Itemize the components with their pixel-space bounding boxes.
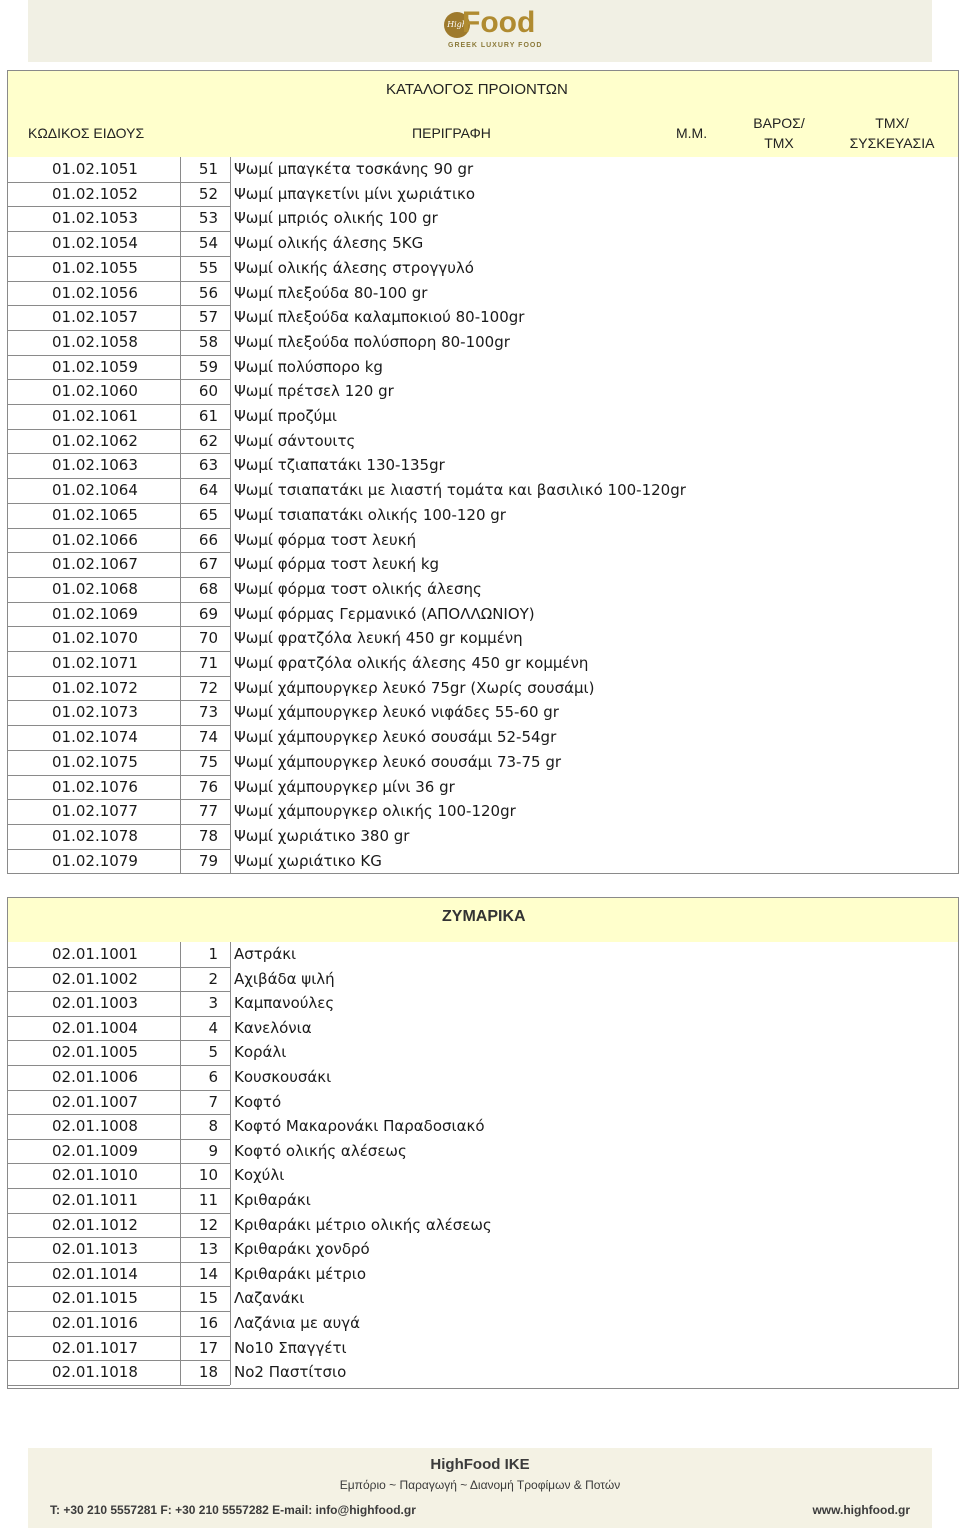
- table-row: [8, 750, 958, 775]
- item-description: Ψωμί πλεξούδα καλαμποκιού 80-100gr: [234, 308, 525, 327]
- item-number: 75: [198, 752, 218, 771]
- item-number: 76: [198, 777, 218, 796]
- item-description: Κριθαράκι χονδρό: [234, 1240, 370, 1259]
- table-row: [8, 1311, 958, 1336]
- item-description: Κριθαράκι μέτριο: [234, 1264, 367, 1283]
- item-number: 63: [198, 456, 218, 475]
- header-weight-line2: ΤΜΧ: [764, 135, 794, 151]
- table-row: [8, 305, 958, 330]
- item-description: Ψωμί μπαγκέτα τοσκάνης 90 gr: [234, 160, 474, 178]
- pasta-body: [8, 942, 958, 1388]
- item-number: 51: [198, 160, 218, 178]
- item-number: 16: [198, 1314, 218, 1332]
- item-code: 01.02.1053: [52, 209, 138, 228]
- table-row: [8, 942, 958, 967]
- footer-contact: T: +30 210 5557281 F: +30 210 5557282 E-mail: info@highfood.gr: [50, 1503, 416, 1517]
- item-code: 01.02.1051: [52, 160, 138, 178]
- table-row: [8, 1065, 958, 1090]
- row-divider: [8, 1385, 230, 1386]
- catalog-body: [8, 157, 958, 873]
- item-description: Ψωμί μπριός ολικής 100 gr: [234, 209, 438, 228]
- item-code: 02.01.1011: [52, 1191, 138, 1209]
- table-row: [8, 503, 958, 528]
- item-code: 01.02.1067: [52, 555, 138, 574]
- table-row: [8, 453, 958, 478]
- item-code: 02.01.1018: [52, 1363, 138, 1382]
- header-code: ΚΩΔΙΚΟΣ ΕΙΔΟΥΣ: [28, 125, 145, 141]
- item-description: Ψωμί χάμπουργκερ λευκό νιφάδες 55-60 gr: [234, 703, 559, 722]
- pasta-table: [7, 897, 959, 1389]
- footer-company: HighFood IKE: [430, 1456, 530, 1473]
- pasta-header: [8, 898, 958, 942]
- table-row: [8, 552, 958, 577]
- item-number: 59: [198, 357, 218, 376]
- item-number: 64: [198, 481, 218, 500]
- item-number: 6: [208, 1068, 218, 1086]
- item-code: 01.02.1058: [52, 332, 138, 351]
- header-weight-line1: ΒΑΡΟΣ/: [753, 115, 805, 131]
- item-description: Ψωμί χάμπουργκερ μίνι 36 gr: [234, 777, 455, 796]
- item-number: 58: [198, 332, 218, 351]
- table-row: [8, 849, 958, 874]
- item-code: 01.02.1061: [52, 407, 138, 425]
- item-code: 01.02.1060: [52, 382, 138, 401]
- footer-tagline: Εμπόριο ~ Παραγωγή ~ Διανομή Τροφίμων & Ποτών: [339, 1478, 621, 1492]
- item-description: Ψωμί τσιαπατάκι ολικής 100-120 gr: [234, 505, 506, 524]
- item-number: 14: [198, 1264, 218, 1283]
- item-number: 52: [198, 184, 218, 203]
- logo-word: Food: [462, 6, 536, 39]
- item-description: Αχιβάδα ψιλή: [234, 969, 335, 988]
- item-code: 01.02.1068: [52, 579, 138, 598]
- item-code: 01.02.1064: [52, 481, 138, 500]
- header-weight: [744, 113, 814, 153]
- logo-badge: High: [444, 12, 470, 38]
- table-row: [8, 330, 958, 355]
- item-description: Ψωμί χωριάτικο KG: [234, 851, 382, 870]
- item-description: Ψωμί πλεξούδα πολύσπορη 80-100gr: [234, 332, 510, 351]
- item-number: 68: [198, 579, 218, 598]
- item-code: 01.02.1079: [52, 851, 138, 870]
- item-number: 3: [208, 994, 218, 1013]
- table-row: [8, 1286, 958, 1311]
- item-code: 02.01.1006: [52, 1068, 138, 1086]
- item-code: 02.01.1016: [52, 1314, 138, 1332]
- footer-website[interactable]: www.highfood.gr: [812, 1503, 910, 1517]
- item-code: 02.01.1012: [52, 1215, 138, 1234]
- header-description: ΠΕΡΙΓΡΑΦΗ: [412, 125, 491, 141]
- table-row: [8, 824, 958, 849]
- catalog-title: ΚΑΤΑΛΟΓΟΣ ΠΡΟΙΟΝΤΩΝ: [386, 81, 568, 98]
- item-number: 56: [198, 283, 218, 302]
- item-description: Κοφτό: [234, 1092, 282, 1111]
- item-code: 01.02.1071: [52, 654, 138, 672]
- highfood-logo: [444, 8, 564, 52]
- table-row: [8, 700, 958, 725]
- item-number: 71: [198, 654, 218, 672]
- item-code: 01.02.1055: [52, 258, 138, 277]
- item-code: 02.01.1007: [52, 1092, 138, 1111]
- item-description: Ψωμί τσιαπατάκι με λιαστή τομάτα και βασιλικό 100-120gr: [234, 481, 686, 500]
- item-description: Ψωμί χάμπουργκερ λευκό σουσάμι 52-54gr: [234, 728, 557, 747]
- table-row: [8, 676, 958, 701]
- table-row: [8, 231, 958, 256]
- item-number: 66: [198, 530, 218, 549]
- header-unit: Μ.Μ.: [676, 125, 708, 141]
- item-description: Ψωμί ολικής άλεσης στρογγυλό: [234, 258, 474, 277]
- item-number: 60: [198, 382, 218, 401]
- item-number: 13: [198, 1240, 218, 1259]
- table-row: [8, 725, 958, 750]
- item-description: Κοράλι: [234, 1043, 287, 1062]
- table-row: [8, 355, 958, 380]
- item-description: Ψωμί σάντουιτς: [234, 431, 356, 450]
- item-code: 01.02.1077: [52, 802, 138, 821]
- table-row: [8, 651, 958, 676]
- item-code: 02.01.1015: [52, 1289, 138, 1308]
- table-row: [8, 478, 958, 503]
- item-code: 02.01.1003: [52, 994, 138, 1013]
- table-row: [8, 602, 958, 627]
- catalog-table: [7, 70, 959, 874]
- item-number: 4: [208, 1018, 218, 1037]
- item-description: Ψωμί φρατζόλα ολικής άλεσης 450 gr κομμένη: [234, 654, 589, 672]
- item-description: Καμπανούλες: [234, 994, 335, 1013]
- header-pack: [846, 113, 938, 153]
- item-code: 01.02.1057: [52, 308, 138, 327]
- table-row: [8, 577, 958, 602]
- pasta-title: ΖΥΜΑΡΙΚΑ: [442, 908, 526, 925]
- item-description: Ψωμί χάμπουργκερ ολικής 100-120gr: [234, 802, 516, 821]
- item-code: 02.01.1001: [52, 945, 138, 963]
- item-number: 57: [198, 308, 218, 327]
- item-number: 61: [198, 407, 218, 425]
- table-row: [8, 1336, 958, 1361]
- header-pack-line2: ΣΥΣΚΕΥΑΣΙΑ: [849, 135, 935, 151]
- item-code: 01.02.1073: [52, 703, 138, 722]
- item-number: 78: [198, 826, 218, 845]
- table-row: [8, 626, 958, 651]
- item-number: 15: [198, 1289, 218, 1308]
- item-number: 65: [198, 505, 218, 524]
- item-description: Ψωμί προζύμι: [234, 407, 337, 425]
- table-row: [8, 1237, 958, 1262]
- item-description: Ψωμί πολύσπορο kg: [234, 357, 383, 376]
- item-number: 74: [198, 728, 218, 747]
- item-code: 01.02.1075: [52, 752, 138, 771]
- item-description: Ψωμί φόρμας Γερμανικό (ΑΠΟΛΛΩΝΙΟΥ): [234, 604, 535, 623]
- item-description: Ψωμί φόρμα τοστ λευκή: [234, 530, 417, 549]
- table-row: [8, 1213, 958, 1238]
- item-number: 8: [208, 1117, 218, 1136]
- table-row: [8, 1188, 958, 1213]
- item-description: Ψωμί πλεξούδα 80-100 gr: [234, 283, 428, 302]
- logo-tagline: GREEK LUXURY FOOD: [448, 42, 543, 49]
- item-description: No2 Παστίτσιο: [234, 1363, 347, 1382]
- table-row: [8, 1090, 958, 1115]
- catalog-header: [8, 71, 958, 157]
- item-code: 01.02.1074: [52, 728, 138, 747]
- item-number: 1: [208, 945, 218, 963]
- row-divider: [8, 873, 230, 874]
- item-code: 02.01.1013: [52, 1240, 138, 1259]
- item-number: 11: [198, 1191, 218, 1209]
- item-description: Κοφτό Μακαρονάκι Παραδοσιακό: [234, 1117, 485, 1136]
- table-row: [8, 429, 958, 454]
- item-number: 69: [198, 604, 218, 623]
- item-code: 02.01.1014: [52, 1264, 138, 1283]
- item-code: 01.02.1070: [52, 629, 138, 648]
- item-code: 02.01.1004: [52, 1018, 138, 1037]
- table-row: [8, 182, 958, 207]
- item-number: 2: [208, 969, 218, 988]
- footer-banner: [28, 1448, 932, 1528]
- table-row: [8, 528, 958, 553]
- table-row: [8, 967, 958, 992]
- item-number: 10: [198, 1166, 218, 1185]
- item-description: Ψωμί φόρμα τοστ λευκή kg: [234, 555, 440, 574]
- item-description: Κοχύλι: [234, 1166, 285, 1185]
- item-number: 12: [198, 1215, 218, 1234]
- header-pack-line1: ΤΜΧ/: [875, 115, 909, 131]
- item-description: Κοφτό ολικής αλέσεως: [234, 1141, 407, 1160]
- item-description: Κριθαράκι μέτριο ολικής αλέσεως: [234, 1215, 492, 1234]
- table-row: [8, 256, 958, 281]
- table-row: [8, 1360, 958, 1385]
- item-description: Αστράκι: [234, 945, 297, 963]
- table-row: [8, 157, 958, 182]
- item-code: 01.02.1056: [52, 283, 138, 302]
- item-code: 01.02.1072: [52, 678, 138, 697]
- header-banner: [28, 0, 932, 62]
- item-code: 01.02.1078: [52, 826, 138, 845]
- item-description: Ψωμί χάμπουργκερ λευκό σουσάμι 73-75 gr: [234, 752, 562, 771]
- item-number: 5: [208, 1043, 218, 1062]
- item-number: 72: [198, 678, 218, 697]
- item-code: 01.02.1052: [52, 184, 138, 203]
- item-code: 01.02.1054: [52, 234, 138, 253]
- item-code: 01.02.1076: [52, 777, 138, 796]
- table-row: [8, 991, 958, 1016]
- item-description: Κριθαράκι: [234, 1191, 311, 1209]
- item-code: 02.01.1010: [52, 1166, 138, 1185]
- item-description: Ψωμί τζιαπατάκι 130-135gr: [234, 456, 445, 475]
- table-row: [8, 1262, 958, 1287]
- table-row: [8, 799, 958, 824]
- table-row: [8, 206, 958, 231]
- item-number: 54: [198, 234, 218, 253]
- item-number: 7: [208, 1092, 218, 1111]
- table-row: [8, 1139, 958, 1164]
- table-row: [8, 404, 958, 429]
- table-row: [8, 379, 958, 404]
- item-number: 53: [198, 209, 218, 228]
- table-row: [8, 1016, 958, 1041]
- table-row: [8, 1163, 958, 1188]
- item-description: Ψωμί πρέτσελ 120 gr: [234, 382, 394, 401]
- item-number: 70: [198, 629, 218, 648]
- item-description: Λαζανάκι: [234, 1289, 305, 1308]
- item-description: Ψωμί χάμπουργκερ λευκό 75gr (Χωρίς σουσάμι): [234, 678, 595, 697]
- table-row: [8, 1114, 958, 1139]
- item-code: 01.02.1059: [52, 357, 138, 376]
- item-number: 67: [198, 555, 218, 574]
- item-number: 9: [208, 1141, 218, 1160]
- item-code: 02.01.1008: [52, 1117, 138, 1136]
- item-code: 01.02.1062: [52, 431, 138, 450]
- item-description: Ψωμί μπαγκετίνι μίνι χωριάτικο: [234, 184, 476, 203]
- item-description: Λαζάνια με αυγά: [234, 1314, 361, 1332]
- item-code: 01.02.1069: [52, 604, 138, 623]
- item-description: Κανελόνια: [234, 1018, 312, 1037]
- item-description: Κουσκουσάκι: [234, 1068, 332, 1086]
- item-number: 73: [198, 703, 218, 722]
- table-row: [8, 281, 958, 306]
- item-number: 17: [198, 1338, 218, 1357]
- item-number: 62: [198, 431, 218, 450]
- item-code: 02.01.1017: [52, 1338, 138, 1357]
- item-description: Ψωμί ολικής άλεσης 5KG: [234, 234, 424, 253]
- item-description: Ψωμί χωριάτικο 380 gr: [234, 826, 410, 845]
- item-code: 02.01.1005: [52, 1043, 138, 1062]
- table-row: [8, 775, 958, 800]
- item-number: 18: [198, 1363, 218, 1382]
- item-code: 01.02.1065: [52, 505, 138, 524]
- item-number: 55: [198, 258, 218, 277]
- table-row: [8, 1040, 958, 1065]
- item-number: 79: [198, 851, 218, 870]
- item-code: 02.01.1009: [52, 1141, 138, 1160]
- item-code: 01.02.1066: [52, 530, 138, 549]
- item-description: Ψωμί φρατζόλα λευκή 450 gr κομμένη: [234, 629, 523, 648]
- item-description: Ψωμί φόρμα τοστ ολικής άλεσης: [234, 579, 482, 598]
- item-code: 01.02.1063: [52, 456, 138, 475]
- item-number: 77: [198, 802, 218, 821]
- item-description: No10 Σπαγγέτι: [234, 1338, 347, 1357]
- item-code: 02.01.1002: [52, 969, 138, 988]
